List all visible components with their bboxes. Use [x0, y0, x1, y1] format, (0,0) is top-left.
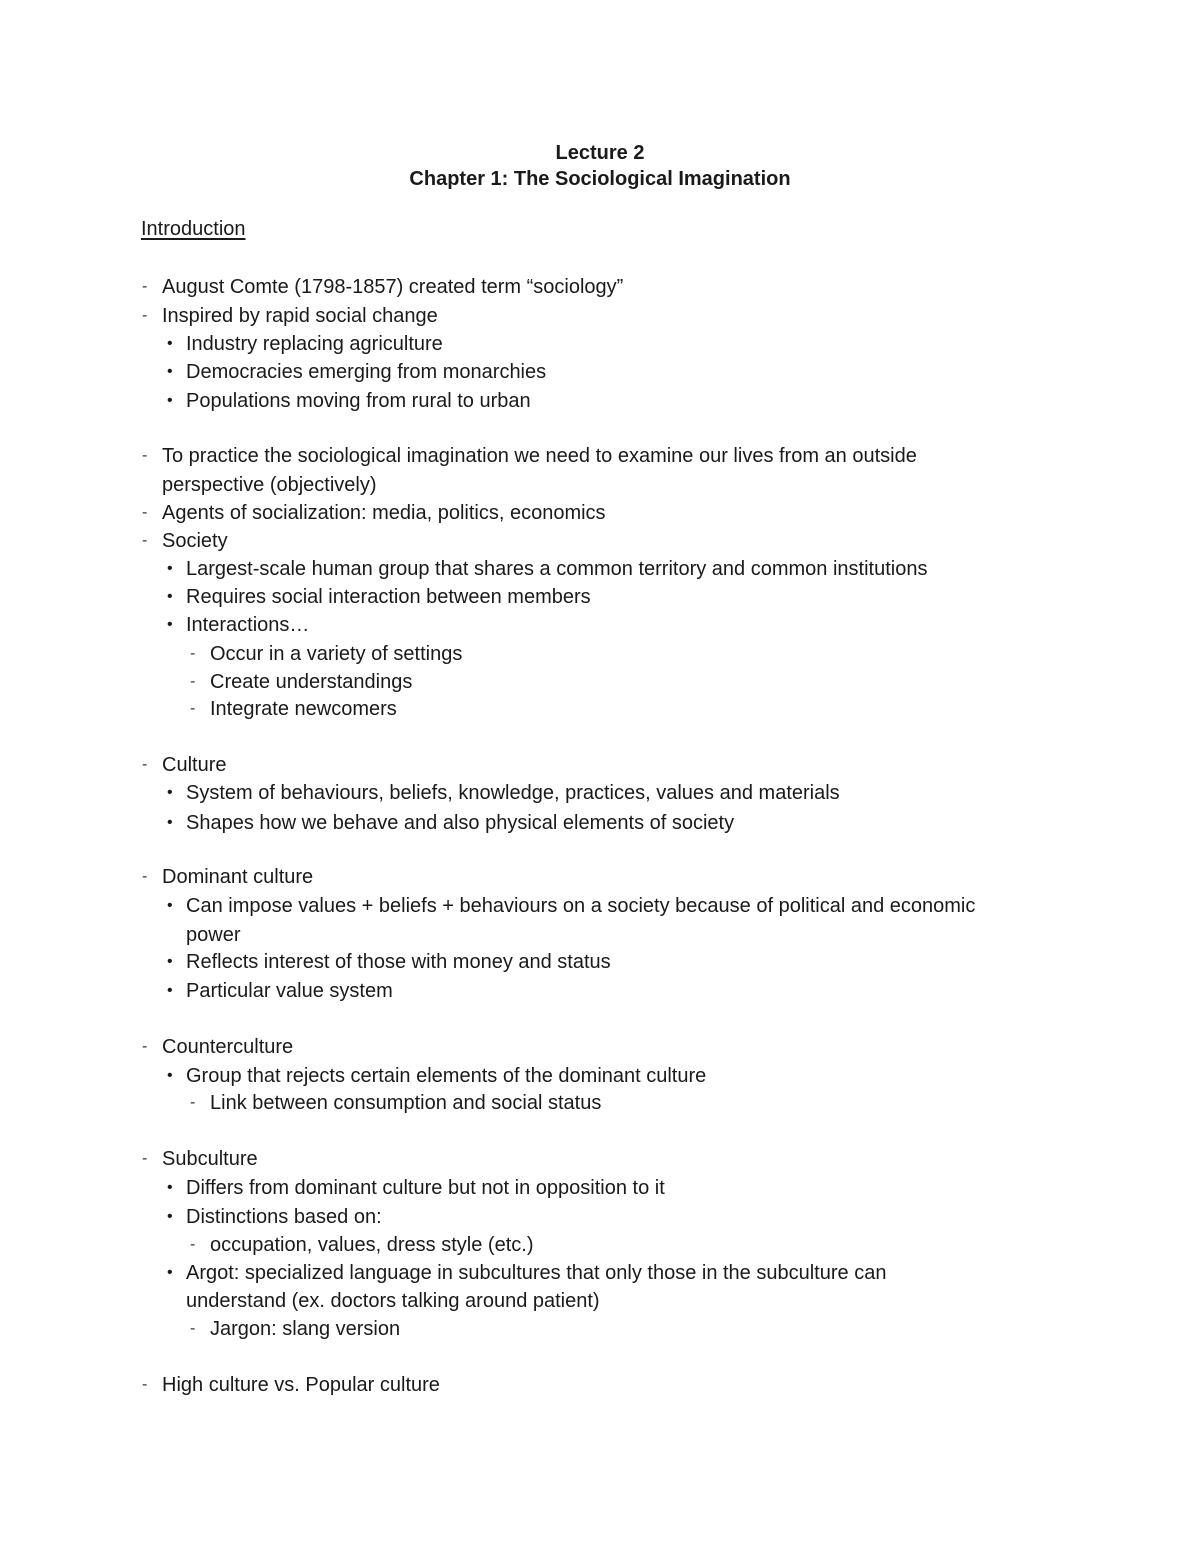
title-block [0, 140, 1200, 192]
bullet-marker: • [167, 953, 173, 970]
outline-item-text: Create understandings [210, 671, 413, 693]
dash-marker: - [142, 1038, 148, 1055]
outline-item-text: Distinctions based on: [186, 1206, 382, 1228]
outline-item-text: Link between consumption and social status [210, 1092, 602, 1114]
dash-marker: - [142, 447, 148, 464]
section-heading: Introduction [141, 218, 246, 240]
dash-marker: - [190, 673, 196, 690]
outline-item-text: perspective (objectively) [162, 474, 377, 496]
dash-marker: - [190, 645, 196, 662]
bullet-marker: • [167, 616, 173, 633]
bullet-marker: • [167, 1208, 173, 1225]
outline-item-text: Populations moving from rural to urban [186, 390, 531, 412]
outline-item-text: Jargon: slang version [210, 1318, 401, 1340]
bullet-marker: • [167, 363, 173, 380]
outline-item-text: Culture [162, 754, 227, 776]
outline-item-text: understand (ex. doctors talking around patient) [186, 1290, 600, 1312]
bullet-marker: • [167, 335, 173, 352]
outline-item-text: System of behaviours, beliefs, knowledge, practices, values and materials [186, 782, 840, 804]
bullet-marker: • [167, 784, 173, 801]
dash-marker: - [142, 504, 148, 521]
outline-item-text: Differs from dominant culture but not in opposition to it [186, 1177, 665, 1199]
outline-item-text: High culture vs. Popular culture [162, 1374, 440, 1396]
dash-marker: - [190, 1236, 196, 1253]
dash-marker: - [190, 1320, 196, 1337]
dash-marker: - [142, 278, 148, 295]
dash-marker: - [190, 700, 196, 717]
outline-item-text: Democracies emerging from monarchies [186, 361, 547, 383]
bullet-marker: • [167, 897, 173, 914]
outline-item-text: occupation, values, dress style (etc.) [210, 1234, 534, 1256]
outline-item-text: Inspired by rapid social change [162, 305, 438, 327]
outline-item-text: Interactions… [186, 614, 310, 636]
bullet-marker: • [167, 392, 173, 409]
lecture-title: Lecture 2 [555, 142, 645, 164]
outline-item-text: Society [162, 530, 228, 552]
dash-marker: - [142, 1150, 148, 1167]
outline-item-text: Occur in a variety of settings [210, 643, 463, 665]
outline-item-text: power [186, 924, 241, 946]
dash-marker: - [190, 1094, 196, 1111]
outline-item-text: Industry replacing agriculture [186, 333, 443, 355]
outline-item-text: Counterculture [162, 1036, 294, 1058]
outline-item-text: Particular value system [186, 980, 393, 1002]
bullet-marker: • [167, 1264, 173, 1281]
outline-item-text: Reflects interest of those with money and status [186, 951, 611, 973]
bullet-marker: • [167, 982, 173, 999]
dash-marker: - [142, 868, 148, 885]
outline-item-text: Integrate newcomers [210, 698, 397, 720]
bullet-marker: • [167, 814, 173, 831]
outline-item-text: Can impose values + beliefs + behaviours on a society because of political and economic [186, 895, 976, 917]
outline-item-text: Agents of socialization: media, politics, economics [162, 502, 606, 524]
dash-marker: - [142, 1376, 148, 1393]
outline-item-text: August Comte (1798-1857) created term “sociology” [162, 276, 624, 298]
outline-item-text: Requires social interaction between members [186, 586, 591, 608]
bullet-marker: • [167, 1067, 173, 1084]
bullet-marker: • [167, 560, 173, 577]
bullet-marker: • [167, 588, 173, 605]
outline-item-text: Subculture [162, 1148, 258, 1170]
outline-item-text: Shapes how we behave and also physical elements of society [186, 812, 735, 834]
outline-item-text: Dominant culture [162, 866, 314, 888]
outline-item-text: Largest-scale human group that shares a common territory and common institutions [186, 558, 928, 580]
dash-marker: - [142, 756, 148, 773]
bullet-marker: • [167, 1179, 173, 1196]
outline-item-text: Group that rejects certain elements of the dominant culture [186, 1065, 707, 1087]
outline-item-text: Argot: specialized language in subcultures that only those in the subculture can [186, 1262, 887, 1284]
outline-item-text: To practice the sociological imagination we need to examine our lives from an outside [162, 445, 917, 467]
chapter-title: Chapter 1: The Sociological Imagination [409, 168, 791, 190]
dash-marker: - [142, 307, 148, 324]
dash-marker: - [142, 532, 148, 549]
